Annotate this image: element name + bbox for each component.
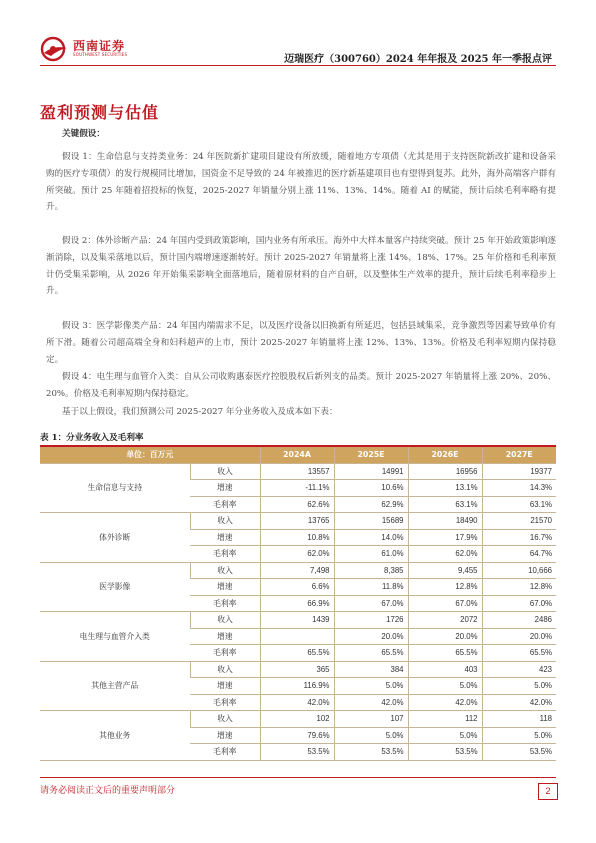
value-cell: 20.0% xyxy=(408,628,482,645)
value-cell: 6.6% xyxy=(260,579,334,596)
value-cell: 65.5% xyxy=(408,645,482,662)
report-title: 迈瑞医疗（300760）2024 年年报及 2025 年一季报点评 xyxy=(284,54,552,65)
value-cell: 16.7% xyxy=(482,529,556,546)
year-header: 2027E xyxy=(482,447,556,463)
segment-name: 其他业务 xyxy=(40,711,190,761)
table-row xyxy=(40,612,556,629)
value-cell: 2072 xyxy=(408,612,482,629)
year-header: 2024A xyxy=(260,447,334,463)
value-cell: 1726 xyxy=(334,612,408,629)
metric-label: 增速 xyxy=(190,480,260,497)
metric-label: 收入 xyxy=(190,562,260,579)
value-cell: 5.0% xyxy=(334,678,408,695)
segment-name: 医学影像 xyxy=(40,562,190,612)
page-header xyxy=(0,0,596,65)
metric-label: 收入 xyxy=(190,711,260,728)
segment-name: 电生理与血管介入类 xyxy=(40,612,190,662)
value-cell: 107 xyxy=(334,711,408,728)
paragraph-assumption-3: 假设 3：医学影像类产品：24 年国内端需求不足，以及医疗设备以旧换新有所延迟，包括县域集采，竞争激烈等因素导致单价有所下滑。随着公司超高端全身和妇科超声的上市，预计 2025-2027 年销量将上涨 12%、13%、13%。价格及毛利率短期内保持稳定。 xyxy=(46,321,556,365)
unit-label: 单位：百万元 xyxy=(40,447,260,463)
value-cell: 403 xyxy=(408,661,482,678)
value-cell: 5.0% xyxy=(482,678,556,695)
logo-icon xyxy=(40,36,70,62)
value-cell: 79.6% xyxy=(260,727,334,744)
logo-name: 西南证券 xyxy=(73,39,126,53)
value-cell: 5.0% xyxy=(408,678,482,695)
segment-revenue-table xyxy=(40,447,556,761)
metric-label: 毛利率 xyxy=(190,546,260,563)
value-cell: 14991 xyxy=(334,463,408,480)
metric-label: 毛利率 xyxy=(190,694,260,711)
table-caption: 表 1：分业务收入及毛利率 xyxy=(40,433,144,443)
value-cell: 102 xyxy=(260,711,334,728)
table-row xyxy=(40,513,556,530)
value-cell: 53.5% xyxy=(260,744,334,761)
year-header: 2025E xyxy=(334,447,408,463)
section-title: 盈利预测与估值 xyxy=(40,103,160,122)
footer-disclaimer: 请务必阅读正文后的重要声明部分 xyxy=(40,786,176,796)
value-cell: 13557 xyxy=(260,463,334,480)
value-cell: 63.1% xyxy=(408,496,482,513)
paragraph-forecast-intro: 基于以上假设，我们预测公司 2025-2027 年分业务收入及成本如下表： xyxy=(62,407,338,417)
value-cell: 1439 xyxy=(260,612,334,629)
paragraph-assumption-2: 假设 2：体外诊断产品：24 年国内受到政策影响，国内业务有所承压。海外中大样本量客户持续突破。预计 25 年开始政策影响逐渐消除，以及集采落地以后，预计国内端增速逐渐转好。预计 2025-2027 年销量将上涨 14%、18%、17%。25 年价格和毛利率预计仍受集采影响，从 2026 年开始集采影响全面落地后，随着原材料的自产自研，以及整体生产效率的提升，预计后续毛利率稳步上升。 xyxy=(46,236,556,297)
segment-name: 体外诊断 xyxy=(40,513,190,563)
metric-label: 收入 xyxy=(190,661,260,678)
value-cell: 365 xyxy=(260,661,334,678)
value-cell: 11.8% xyxy=(334,579,408,596)
value-cell: 384 xyxy=(334,661,408,678)
value-cell: 5.0% xyxy=(334,727,408,744)
value-cell: 67.0% xyxy=(334,595,408,612)
value-cell: 10.6% xyxy=(334,480,408,497)
value-cell: 42.0% xyxy=(334,694,408,711)
value-cell: 62.0% xyxy=(260,546,334,563)
value-cell: 18490 xyxy=(408,513,482,530)
metric-label: 毛利率 xyxy=(190,744,260,761)
company-logo xyxy=(40,36,160,66)
header-divider xyxy=(40,65,556,66)
value-cell: 15689 xyxy=(334,513,408,530)
value-cell: 62.6% xyxy=(260,496,334,513)
value-cell: 16956 xyxy=(408,463,482,480)
value-cell: 10,666 xyxy=(482,562,556,579)
table-row xyxy=(40,562,556,579)
value-cell: 62.9% xyxy=(334,496,408,513)
metric-label: 收入 xyxy=(190,612,260,629)
segment-name: 生命信息与支持 xyxy=(40,463,190,513)
value-cell: 8,385 xyxy=(334,562,408,579)
table-row xyxy=(40,661,556,678)
value-cell: 112 xyxy=(408,711,482,728)
table-header-row xyxy=(40,447,556,463)
value-cell: 13.1% xyxy=(408,480,482,497)
value-cell: 42.0% xyxy=(482,694,556,711)
logo-english-name: SOUTHWEST SECURITIES xyxy=(73,52,128,57)
value-cell: 14.3% xyxy=(482,480,556,497)
value-cell: 67.0% xyxy=(482,595,556,612)
value-cell: 20.0% xyxy=(334,628,408,645)
value-cell: 65.5% xyxy=(260,645,334,662)
metric-label: 增速 xyxy=(190,579,260,596)
year-header: 2026E xyxy=(408,447,482,463)
value-cell: 17.9% xyxy=(408,529,482,546)
metric-label: 毛利率 xyxy=(190,645,260,662)
table-row xyxy=(40,463,556,480)
value-cell: 42.0% xyxy=(408,694,482,711)
metric-label: 增速 xyxy=(190,529,260,546)
value-cell: 63.1% xyxy=(482,496,556,513)
value-cell: 12.8% xyxy=(482,579,556,596)
value-cell: 62.0% xyxy=(408,546,482,563)
value-cell: 5.0% xyxy=(482,727,556,744)
key-assumptions-label: 关键假设： xyxy=(62,129,105,139)
footer-divider xyxy=(40,777,556,778)
metric-label: 毛利率 xyxy=(190,496,260,513)
value-cell: 12.8% xyxy=(408,579,482,596)
value-cell: 5.0% xyxy=(408,727,482,744)
metric-label: 毛利率 xyxy=(190,595,260,612)
value-cell: 10.8% xyxy=(260,529,334,546)
metric-label: 收入 xyxy=(190,513,260,530)
value-cell: 118 xyxy=(482,711,556,728)
paragraph-assumption-4: 假设 4：电生理与血管介入类：自从公司收购惠泰医疗控股股权后新列支的品类。预计 2025-2027 年销量将上涨 20%、20%、20%。价格及毛利率短期内保持稳定。 xyxy=(46,372,556,399)
value-cell: 7,498 xyxy=(260,562,334,579)
value-cell: 21570 xyxy=(482,513,556,530)
value-cell: -11.1% xyxy=(260,480,334,497)
table-row xyxy=(40,711,556,728)
value-cell: 13765 xyxy=(260,513,334,530)
value-cell xyxy=(260,628,334,645)
metric-label: 增速 xyxy=(190,727,260,744)
metric-label: 收入 xyxy=(190,463,260,480)
value-cell: 116.9% xyxy=(260,678,334,695)
value-cell: 66.9% xyxy=(260,595,334,612)
value-cell: 19377 xyxy=(482,463,556,480)
metric-label: 增速 xyxy=(190,628,260,645)
value-cell: 20.0% xyxy=(482,628,556,645)
value-cell: 53.5% xyxy=(482,744,556,761)
value-cell: 64.7% xyxy=(482,546,556,563)
value-cell: 423 xyxy=(482,661,556,678)
value-cell: 2486 xyxy=(482,612,556,629)
value-cell: 61.0% xyxy=(334,546,408,563)
value-cell: 42.0% xyxy=(260,694,334,711)
value-cell: 65.5% xyxy=(334,645,408,662)
metric-label: 增速 xyxy=(190,678,260,695)
paragraph-assumption-1: 假设 1：生命信息与支持类业务：24 年医院新扩建项目建设有所放缓，随着地方专项债（尤其是用于支持医院新改扩建和设备采购的医疗专项债）的发行规模同比增加，国资金不足导致的 24 年被推迟的医疗新基建项目也有望得到复苏。此外，海外高端客户群有所突破。预计 25 年随着招投标的恢复，2025-2027 年销量分别上涨 11%、13%、14%。随着 AI 的赋能，预计后续毛利率略有提升。 xyxy=(46,152,556,213)
value-cell: 67.0% xyxy=(408,595,482,612)
value-cell: 14.0% xyxy=(334,529,408,546)
page-number: 2 xyxy=(538,783,558,800)
segment-name: 其他主营产品 xyxy=(40,661,190,711)
value-cell: 9,455 xyxy=(408,562,482,579)
value-cell: 53.5% xyxy=(408,744,482,761)
value-cell: 53.5% xyxy=(334,744,408,761)
value-cell: 65.5% xyxy=(482,645,556,662)
